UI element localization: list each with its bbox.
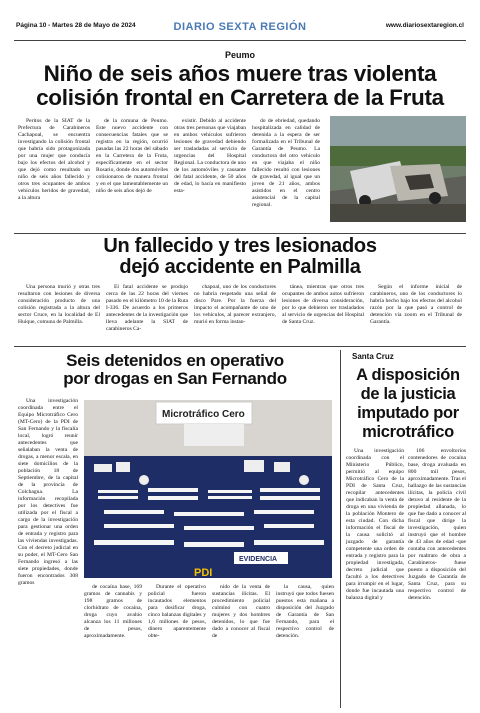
story2-column-2: El fatal accidente se produjo cerca de las 22 horas del viernes pasado en el kilómetro 10 de la Ruta I-336. De acuerdo a los primeros antecedentes de la investigación que lleva adelante la SIAT de carabineros Ca- bbox=[106, 284, 188, 332]
story3-headline-line1: Seis detenidos en operativo bbox=[66, 351, 284, 370]
story1-headline-line2: colisión frontal en Carretera de la Fruta bbox=[36, 84, 444, 110]
story1-column-2: de la comuna de Peumo. Este nuevo accidente con consecuencias fatales que se registra en la región, ocurrió pasadas las 22 horas del sábado en la Carretera de la Fruta, específicamente en el sector Rosario, donde dos automóviles colisionaron de manera frontal y en el que lamentablemente un niño de seis años dejó de bbox=[96, 118, 168, 194]
story2-column-4: tánea, mientras que otros tres ocupantes de ambos autos sufrieron lesiones de diversa consideración, por lo que debieron ser trasladados al servicio de urgencias del Hospital de Santa Cruz. bbox=[282, 284, 364, 325]
story2-column-5: Según el informe inicial de carabineros, uno de los conductores lo habría hecho bajo los efectos del alcohol razón por la que pasó a control de detención vía zoom en el Tribunal de Garantía. bbox=[370, 284, 462, 325]
story3-column-2: de cocaína base, 169 gramos de cannabis y 198 gramos de clorhidrato de cocaína, droga cuyo avalúo alcanza los 11 millones de pesos, aproximadamente. bbox=[84, 584, 142, 639]
story4-headline bbox=[346, 366, 470, 442]
page-header bbox=[8, 18, 472, 38]
story1-headline-line1: Niño de seis años muere tras violenta bbox=[43, 61, 437, 86]
story1-column-1: Peritos de la SIAT de la Prefectura de Carabineros Cachapoal, se encuentra investigando la colisión frontal que habría sido protagonizada por una mujer que conducía bajo los efectos del alcohol y que dejó como resultado un niño de seis años fallecido y otros tres ocupantes de ambos vehículos heridos de gravedad, a la altura bbox=[18, 118, 90, 201]
header-rule bbox=[14, 40, 466, 41]
story1-column-3: existir. Debido al accidente otras tres personas que viajaban en ambos vehículos sufrieron lesiones de gravedad debiendo ser trasladadas al servicio de urgencias del Hospital Regional. La conductora de uno de los automóviles y causante del fatal accidente, de 50 años de edad, lo hacía en manifiesto esta- bbox=[174, 118, 246, 194]
story4-column-1: Una investigación coordinada con el Ministerio Público, permitió al equipo Microtráfico Cero de la PDI de Santa Cruz, recopilar antecedentes que indicaban la venta de droga en una vivienda de la población Montero de esta ciudad. Con dicha información el fiscal de la causa solicitó al juzgado de garantía competente una orden de entrada y registro para la propiedad investigada, decreto judicial que facultó a los detectives para irrumpir en el lugar, donde fue incautada una balanza digital y bbox=[346, 448, 404, 601]
microtrafico-cero-sign: Microtráfico Cero bbox=[162, 409, 245, 420]
website-url: www.diariosextaregion.cl bbox=[385, 22, 464, 29]
column-divider bbox=[340, 350, 341, 708]
story2-headline-line2: dejó accidente en Palmilla bbox=[119, 256, 361, 278]
story1-column-4: do de ebriedad, quedando hospitalizada en calidad de detenida a la espera de ser formalizada en el Tribunal de Garantía de Peumo. La conductora del otro vehículo en que viajaba el niño fallecido resultó con lesiones de gravedad, al igual que un joven de 21 años, ambos asistidos en el centro asistencial de la capital regional. bbox=[252, 118, 320, 208]
seized-drugs-photo bbox=[84, 400, 332, 578]
story2-headline-line1: Un fallecido y tres lesionados bbox=[103, 235, 377, 257]
story4-headline-line3: imputado por bbox=[357, 404, 459, 422]
story4-kicker: Santa Cruz bbox=[352, 352, 394, 361]
story2-headline bbox=[10, 236, 470, 278]
pdi-label: PDI bbox=[194, 567, 213, 578]
story3-headline bbox=[20, 352, 330, 388]
story1-kicker: Peumo bbox=[224, 50, 255, 60]
story3-headline-line2: por drogas en San Fernando bbox=[63, 368, 287, 388]
story3-column-3: Durante el operativo policial fueron incautados elementos para dosificar droga, cinco balanzas digitales y 1,6 millones de pesos, dinero aparentemente obte- bbox=[148, 584, 206, 639]
story3-column-5: la causa, quien instruyó que todos fuesen puestos esta mañana a disposición del Juzgado de Garantía de San Fernando, para el respectivo control de detención. bbox=[276, 584, 334, 639]
story3-column-1: Una investigación coordinada entre el Equipo Microtráfico Cero (MT-Cero) de la PDI de San Fernando y la fiscalía local, logró reunir antecedentes que señalaban la venta de drogas, a menor escala, en siete domicilios de la población 18 de Septiembre, de la capital de la provincia de Colchagua. La información recopilada por los detectives fue utilizada por el fiscal a cargo de la investigación para gestionar una orden de entrada y registro para las viviendas investigadas. Con el decreto judicial en su poder, el MT-Cero San Fernando ingresó a las siete propiedades, donde fueron encontrados 308 gramos bbox=[18, 398, 78, 586]
masthead: DIARIO SEXTA REGIÓN bbox=[173, 21, 307, 33]
story2-column-1: Una persona murió y otras tres resultaron con lesiones de diversa consideración producto de una colisión registrada a la altura del sector Cruce, en la localidad de El Huique, comuna de Palmilla. bbox=[18, 284, 100, 325]
crash-photo bbox=[330, 116, 466, 222]
story4-column-2: 106 envoltorios contenedores de cocaína base, droga avaluada en 800 mil pesos, aproximadamente. Tras el hallazgo de las sustancias ilícitas, la policía civil detuvo al residente de la propiedad allanada, lo que fue dado a conocer al fiscal que dirige la investigación, quien instruyó que el hombre de 43 años de edad -que contaba con antecedentes por maltrato de obra a Carabineros- fuese puesto a disposición del Juzgado de Garantía de Santa Cruz, para su respectivo control de detención. bbox=[408, 448, 466, 601]
evidence-label: EVIDENCIA bbox=[239, 556, 278, 563]
story3-column-4: nido de la venta de sustancias ilícitas. El procedimiento policial culminó con cuatro mujeres y dos hombres detenidos, lo que fue dado a conocer al fiscal de bbox=[212, 584, 270, 639]
section-rule-2 bbox=[14, 346, 466, 347]
story4-headline-line4: microtráfico bbox=[362, 423, 454, 441]
story1-headline bbox=[10, 62, 470, 109]
story4-headline-line2: de la justicia bbox=[360, 385, 456, 403]
section-rule-1 bbox=[14, 233, 466, 234]
story4-headline-line1: A disposición bbox=[356, 366, 460, 384]
story2-column-3: chapoal, uno de los conductores no habría respetado una señal de disco Pare. Por la fuerza del impacto el acompañante de uno de los vehículos, al parecer extranjero, murió en forma instan- bbox=[194, 284, 276, 325]
page-date: Página 10 - Martes 28 de Mayo de 2024 bbox=[16, 22, 136, 29]
